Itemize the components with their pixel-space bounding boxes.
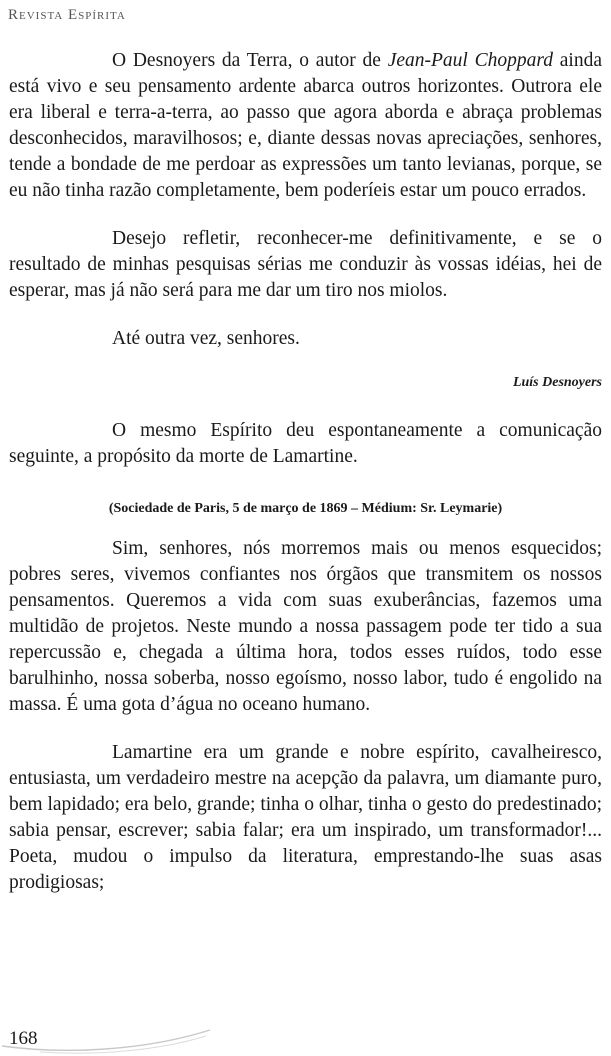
- paragraph-5: Sim, senhores, nós morremos mais ou menos esquecidos; pobres seres, vivemos confiantes nos órgãos que transmitem os nossos pensamentos. Queremos a vida com suas exuberâncias, fazemos uma multidão de projetos. Neste mundo a nossa passagem pode ter tido a sua repercussão e, chegada a última hora, todos esses ruídos, todo esse barulhinho, nossa soberba, nosso egoísmo, nosso labor, tudo é engolido na massa. É uma gota d’água no oceano humano.: [9, 538, 602, 715]
- signature: Luís Desnoyers: [512, 375, 602, 390]
- paragraph-2: Desejo refletir, reconhecer-me definitivamente, e se o resultado de minhas pesquisas sérias me conduzir às vossas idéias, hei de esperar, mas já não será para me dar um tiro nos miolos.: [9, 228, 602, 301]
- running-header: Revista Espírita: [8, 7, 126, 23]
- paragraph-3: Até outra vez, senhores.: [112, 328, 300, 349]
- session-note: (Sociedade de Paris, 5 de março de 1869 – Médium: Sr. Leymarie): [108, 501, 503, 516]
- paragraph-4: O mesmo Espírito deu espontaneamente a comunicação seguinte, a propósito da morte de Lamartine.: [9, 420, 602, 467]
- paragraph-1-start: O Desnoyers da Terra, o autor de: [112, 50, 388, 71]
- paragraph-6: Lamartine era um grande e nobre espírito, cavalheiresco, entusiasta, um verdadeiro mestre na acepção da palavra, um diamante puro, bem lapidado; era belo, grande; tinha o olhar, tinha o gesto do predestinado; sabia pensar, escrever; sabia falar; era um inspirado, um transformador!... Poeta, mudou o impulso da literatura, emprestando-lhe suas asas prodigiosas;: [9, 742, 602, 893]
- page-body: [9, 48, 602, 896]
- page-number: 168: [9, 1028, 38, 1049]
- book-title: Jean-Paul Choppard: [387, 50, 553, 71]
- paragraph-1: [9, 48, 602, 204]
- paragraph-1-rest: ainda está vivo e seu pensamento ardente abarca outros horizontes. Outrora ele era liberal e terra-a-terra, ao passo que agora aborda e abraça problemas desconhecidos, maravilhosos; e, diante dessas novas apreciações, senhores, tende a bondade de me perdoar as expressões um tanto levianas, porque, se eu não tinha razão completamente, bem poderíeis estar um pouco errados.: [9, 50, 602, 201]
